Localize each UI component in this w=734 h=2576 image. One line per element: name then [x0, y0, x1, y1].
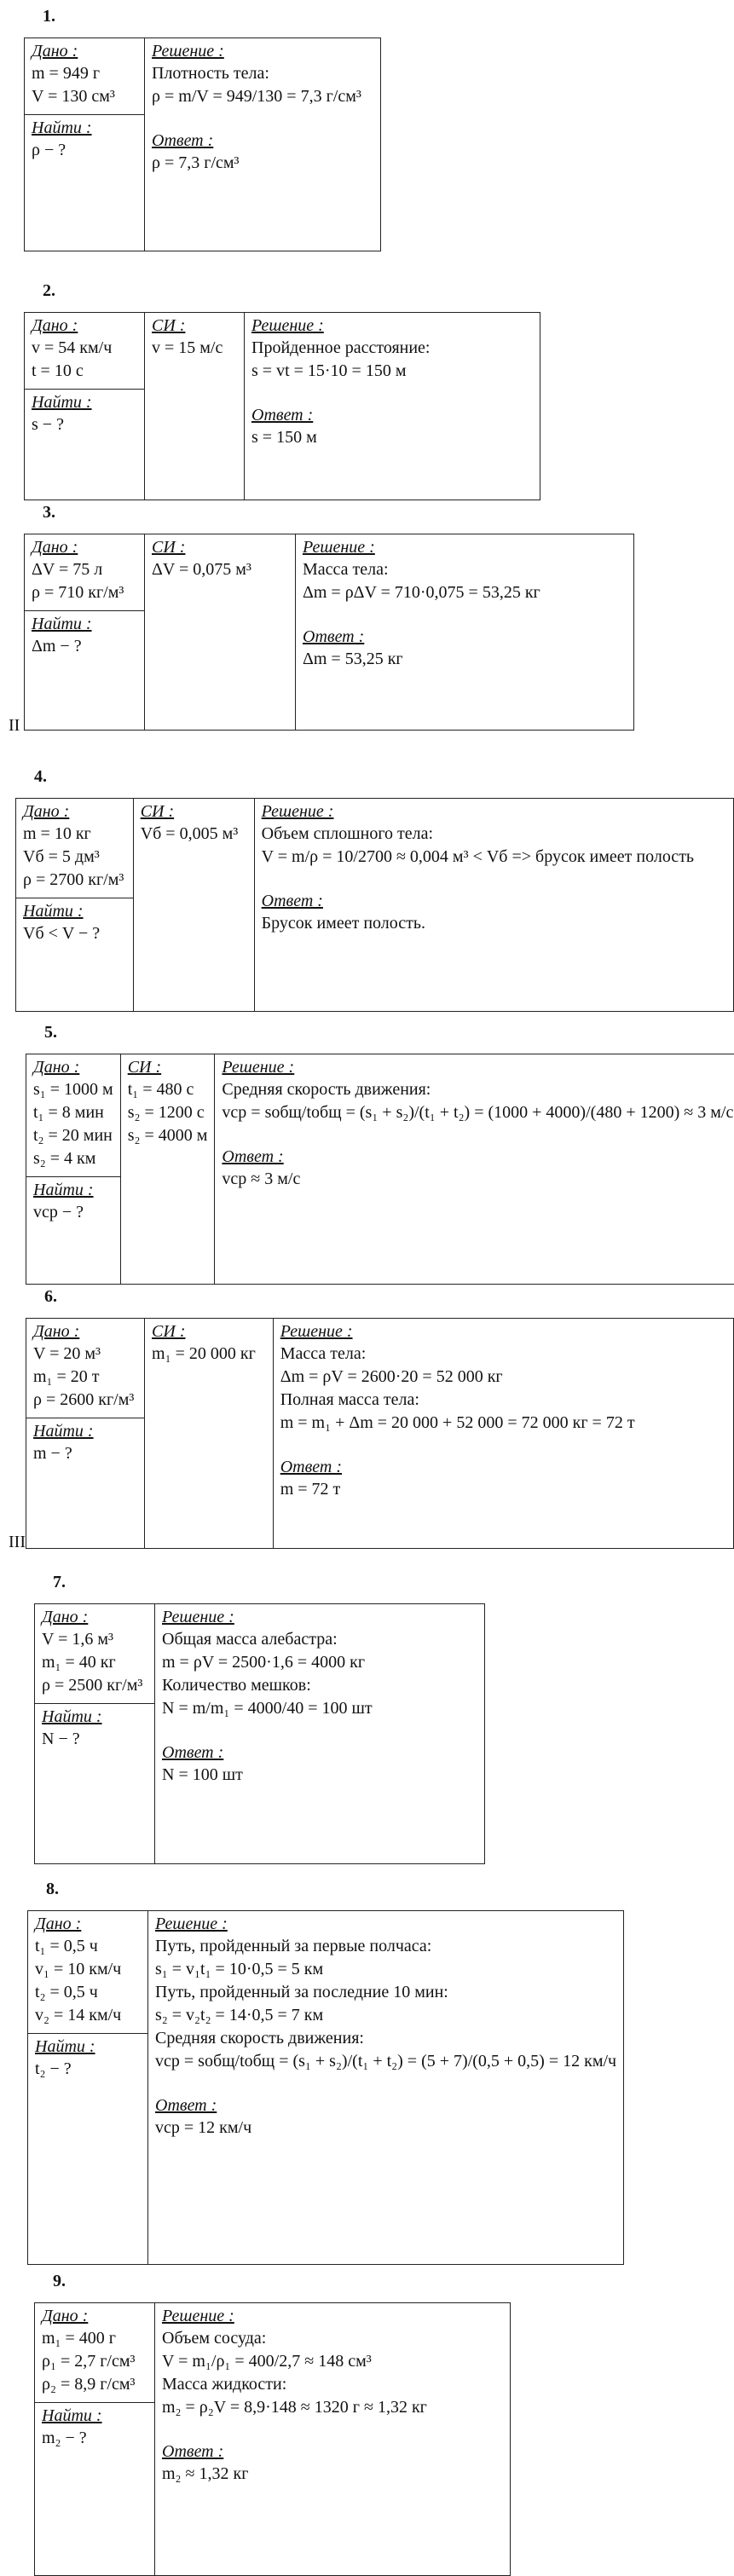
find-block [28, 2034, 147, 2085]
given-item: v = 54 км/ч [32, 338, 113, 357]
solution-line: m₂ = ρ₂V = 8,9·148 ≈ 1320 г ≈ 1,32 кг [162, 2398, 427, 2417]
solution-line: V = m₁/ρ₁ = 400/2,7 ≈ 148 см³ [162, 2352, 372, 2371]
given-item: t₂ = 0,5 ч [35, 1983, 98, 2001]
given-block [26, 1319, 144, 1418]
problem-number: 6. [44, 1287, 57, 1306]
find-label: Найти : [35, 2037, 95, 2056]
spacer [262, 869, 726, 892]
section-label: III [9, 1533, 26, 1551]
given-item: ρ = 710 кг/м³ [32, 583, 124, 602]
given-item: v₁ = 10 км/ч [35, 1960, 122, 1978]
solution-line: Полная масса тела: [280, 1390, 419, 1409]
problem-table [15, 798, 734, 1012]
si-item: s₂ = 4000 м [127, 1126, 208, 1145]
problem-table [24, 38, 381, 251]
given-item: t = 10 с [32, 361, 84, 380]
solution-label: Решение : [303, 538, 375, 557]
solution-line: Плотность тела: [152, 64, 269, 83]
answer-label: Ответ : [162, 1743, 224, 1762]
solution-line: s₂ = v₂t₂ = 14·0,5 = 7 км [155, 2006, 324, 2024]
given-item: m₁ = 20 т [33, 1367, 100, 1386]
solution-line: Количество мешков: [162, 1676, 311, 1695]
given-item: m = 10 кг [23, 824, 91, 843]
solution-line: Масса тела: [303, 560, 389, 579]
solution-label: Решение : [162, 1608, 234, 1626]
si-item: v = 15 м/с [152, 338, 223, 357]
problem-number: 7. [53, 1573, 66, 1591]
spacer [162, 1721, 477, 1743]
si-cell [145, 534, 296, 731]
solution-line: N = m/m₁ = 4000/40 = 100 шт [162, 1699, 373, 1718]
solution-cell [245, 313, 540, 500]
given-item: V = 130 см³ [32, 87, 115, 106]
answer-value: s = 150 м [251, 428, 317, 447]
find-value: m − ? [33, 1444, 72, 1463]
answer-value: ρ = 7,3 г/см³ [152, 153, 240, 172]
si-label: СИ : [140, 802, 175, 821]
given-item: ΔV = 75 л [32, 560, 103, 579]
find-label: Найти : [42, 2406, 102, 2425]
problem-number: 4. [34, 767, 47, 786]
answer-label: Ответ : [152, 131, 214, 150]
solution-line: Δm = ρV = 2600·20 = 52 000 кг [280, 1367, 503, 1386]
si-item: t₁ = 480 с [127, 1080, 194, 1099]
given-item: s₂ = 4 км [33, 1149, 96, 1168]
find-value: Vб < V − ? [23, 924, 101, 943]
problem-table [24, 312, 540, 500]
solution-line: m = m₁ + Δm = 20 000 + 52 000 = 72 000 кг = 72 т [280, 1413, 635, 1432]
problem-table [26, 1318, 734, 1549]
given-item: m₁ = 400 г [42, 2329, 117, 2348]
given-item: V = 1,6 м³ [42, 1630, 114, 1649]
solution-line: Общая масса алебастра: [162, 1630, 338, 1649]
given-block [35, 2303, 154, 2403]
given-item: V = 20 м³ [33, 1344, 101, 1363]
given-cell [35, 1604, 155, 1864]
spacer [162, 2420, 503, 2442]
given-item: m = 949 г [32, 64, 101, 83]
answer-label: Ответ : [222, 1147, 284, 1166]
find-value: N − ? [42, 1730, 80, 1748]
find-block [35, 1704, 154, 1755]
answer-label: Ответ : [261, 892, 323, 910]
solution-cell [254, 799, 733, 1012]
given-label: Дано : [32, 42, 78, 61]
given-item: t₁ = 8 мин [33, 1103, 104, 1122]
solution-cell [296, 534, 634, 731]
find-value: m₂ − ? [42, 2429, 87, 2447]
spacer [152, 109, 373, 131]
si-cell [133, 799, 254, 1012]
solution-cell [145, 38, 381, 251]
given-item: ρ = 2700 кг/м³ [23, 870, 124, 889]
spacer [280, 1435, 726, 1458]
given-cell [16, 799, 134, 1012]
find-label: Найти : [23, 902, 84, 921]
answer-value: Δm = 53,25 кг [303, 650, 403, 668]
given-label: Дано : [33, 1322, 80, 1341]
find-label: Найти : [32, 393, 92, 412]
answer-label: Ответ : [162, 2442, 224, 2461]
given-item: ρ₁ = 2,7 г/см³ [42, 2352, 136, 2371]
answer-value: N = 100 шт [162, 1765, 243, 1784]
problem-table [27, 1910, 624, 2265]
given-item: m₁ = 40 кг [42, 1653, 116, 1672]
solution-cell [215, 1054, 734, 1285]
si-label: СИ : [127, 1058, 162, 1077]
answer-label: Ответ : [251, 406, 314, 425]
find-block [25, 390, 144, 441]
given-cell [26, 1319, 145, 1549]
solution-label: Решение : [251, 316, 324, 335]
solution-label: Решение : [222, 1058, 295, 1077]
given-item: ρ = 2500 кг/м³ [42, 1676, 143, 1695]
given-block [16, 799, 133, 898]
find-block [16, 898, 133, 950]
given-label: Дано : [42, 1608, 89, 1626]
answer-label: Ответ : [303, 627, 365, 646]
answer-value: Брусок имеет полость. [261, 914, 425, 933]
find-label: Найти : [42, 1707, 102, 1726]
given-block [25, 38, 144, 115]
given-cell [35, 2303, 155, 2576]
find-block [25, 115, 144, 166]
problem-table [34, 1603, 485, 1864]
given-label: Дано : [42, 2307, 89, 2325]
solution-line: Масса жидкости: [162, 2375, 287, 2394]
problem-number: 2. [43, 281, 55, 300]
find-block [25, 611, 144, 662]
given-item: Vб = 5 дм³ [23, 847, 100, 866]
si-item: s₂ = 1200 с [127, 1103, 205, 1122]
given-cell [26, 1054, 121, 1285]
si-cell [120, 1054, 215, 1285]
given-cell [25, 38, 145, 251]
given-block [26, 1054, 120, 1177]
problem-table [34, 2302, 511, 2576]
section-label: II [9, 716, 20, 735]
given-item: ρ = 2600 кг/м³ [33, 1390, 135, 1409]
answer-label: Ответ : [155, 2096, 217, 2115]
spacer [303, 605, 627, 627]
find-block [35, 2403, 154, 2454]
given-item: ρ₂ = 8,9 г/см³ [42, 2375, 136, 2394]
solution-cell [148, 1911, 624, 2265]
answer-value: vср ≈ 3 м/с [222, 1170, 301, 1188]
si-item: Vб = 0,005 м³ [140, 824, 239, 843]
spacer [222, 1125, 733, 1147]
solution-cell [155, 1604, 485, 1864]
given-label: Дано : [32, 316, 78, 335]
solution-line: m = ρV = 2500·1,6 = 4000 кг [162, 1653, 366, 1672]
find-value: s − ? [32, 415, 64, 434]
find-label: Найти : [33, 1422, 94, 1441]
solution-line: vср = sобщ/tобщ = (s₁ + s₂)/(t₁ + t₂) = (1000 + 4000)/(480 + 1200) ≈ 3 м/с [222, 1103, 734, 1122]
si-item: m₁ = 20 000 кг [152, 1344, 256, 1363]
given-item: v₂ = 14 км/ч [35, 2006, 122, 2024]
given-block [35, 1604, 154, 1704]
find-label: Найти : [32, 118, 92, 137]
answer-value: vср = 12 км/ч [155, 2118, 252, 2137]
solution-line: s = vt = 15·10 = 150 м [251, 361, 407, 380]
given-block [25, 313, 144, 390]
given-cell [25, 313, 145, 500]
solution-label: Решение : [152, 42, 224, 61]
problem-number: 8. [46, 1880, 59, 1898]
solution-line: Путь, пройденный за первые полчаса: [155, 1937, 432, 1955]
solution-line: Объем сосуда: [162, 2329, 267, 2348]
given-item: t₂ = 20 мин [33, 1126, 113, 1145]
si-label: СИ : [152, 538, 186, 557]
answer-label: Ответ : [280, 1458, 343, 1476]
find-value: vср − ? [33, 1203, 84, 1222]
solution-line: Путь, пройденный за последние 10 мин: [155, 1983, 448, 2001]
given-block [25, 534, 144, 611]
spacer [251, 384, 533, 406]
given-item: t₁ = 0,5 ч [35, 1937, 98, 1955]
given-block [28, 1911, 147, 2034]
problem-number: 9. [53, 2272, 66, 2290]
solution-label: Решение : [261, 802, 334, 821]
find-label: Найти : [33, 1181, 94, 1199]
solution-label: Решение : [162, 2307, 234, 2325]
given-label: Дано : [32, 538, 78, 557]
si-label: СИ : [152, 316, 186, 335]
problem-number: 3. [43, 503, 55, 522]
solution-line: V = m/ρ = 10/2700 ≈ 0,004 м³ < Vб => брусок имеет полость [261, 847, 695, 866]
problem-number: 5. [44, 1023, 57, 1042]
find-block [26, 1177, 120, 1228]
given-label: Дано : [33, 1058, 80, 1077]
answer-value: m₂ ≈ 1,32 кг [162, 2464, 249, 2483]
solution-line: Пройденное расстояние: [251, 338, 431, 357]
si-label: СИ : [152, 1322, 186, 1341]
solution-line: Средняя скорость движения: [222, 1080, 431, 1099]
problem-number: 1. [43, 7, 55, 26]
given-label: Дано : [23, 802, 70, 821]
find-block [26, 1418, 144, 1470]
problem-table [26, 1054, 734, 1285]
solution-cell [273, 1319, 733, 1549]
find-value: ρ − ? [32, 141, 66, 159]
solution-label: Решение : [280, 1322, 353, 1341]
si-item: ΔV = 0,075 м³ [152, 560, 251, 579]
solution-line: Δm = ρΔV = 710·0,075 = 53,25 кг [303, 583, 540, 602]
find-value: t₂ − ? [35, 2059, 72, 2078]
solution-cell [155, 2303, 511, 2576]
solution-line: s₁ = v₁t₁ = 10·0,5 = 5 км [155, 1960, 324, 1978]
given-cell [28, 1911, 148, 2265]
solution-line: vср = sобщ/tобщ = (s₁ + s₂)/(t₁ + t₂) = (5 + 7)/(0,5 + 0,5) = 12 км/ч [155, 2052, 617, 2071]
solution-line: ρ = m/V = 949/130 = 7,3 г/см³ [152, 87, 361, 106]
problem-table [24, 534, 634, 731]
solution-label: Решение : [155, 1915, 228, 1933]
given-cell [25, 534, 145, 731]
find-value: Δm − ? [32, 637, 82, 656]
answer-value: m = 72 т [280, 1480, 341, 1499]
spacer [155, 2074, 616, 2096]
solution-line: Объем сплошного тела: [261, 824, 434, 843]
find-label: Найти : [32, 615, 92, 633]
solution-line: Средняя скорость движения: [155, 2029, 364, 2048]
si-cell [145, 1319, 274, 1549]
given-item: s₁ = 1000 м [33, 1080, 113, 1099]
si-cell [145, 313, 245, 500]
given-label: Дано : [35, 1915, 82, 1933]
solution-line: Масса тела: [280, 1344, 367, 1363]
